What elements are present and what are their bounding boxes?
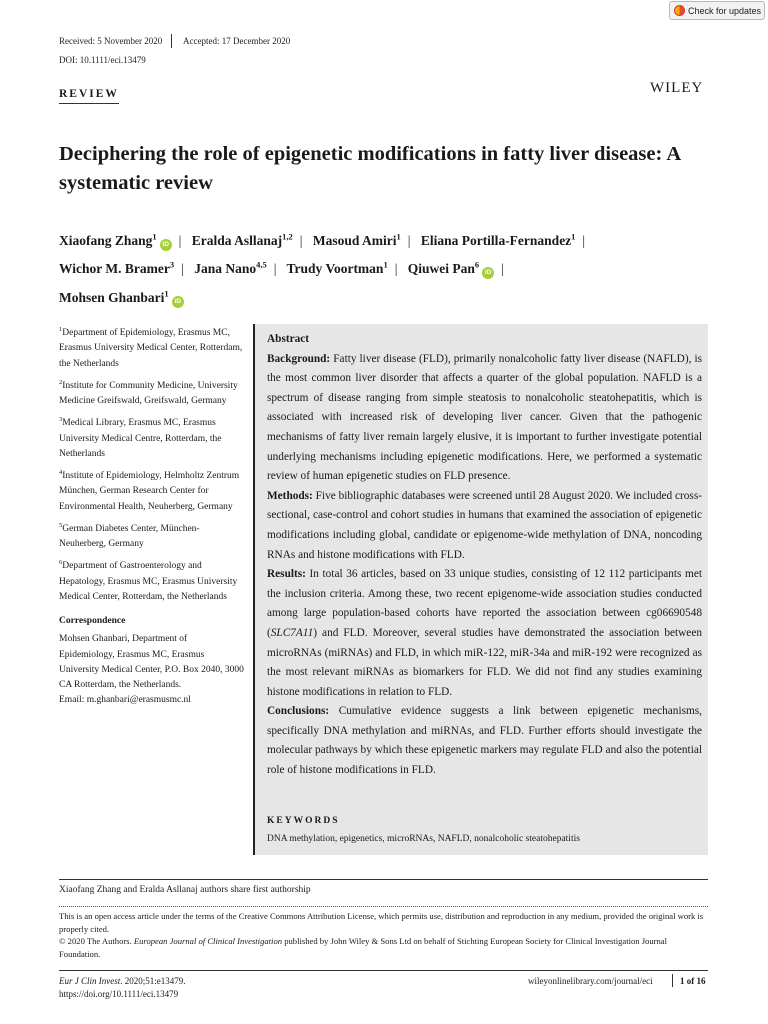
orcid-icon[interactable]: iD <box>482 267 494 279</box>
citation: Eur J Clin Invest. 2020;51:e13479. <box>59 976 186 986</box>
orcid-icon[interactable]: iD <box>172 296 184 308</box>
author[interactable]: Mohsen Ghanbari$^1$iD <box>59 290 184 305</box>
affiliation: $^4$Institute of Epidemiology, Helmholtz Zentrum München, German Research Center for Environmental Health, Neuherberg, Germany <box>59 469 240 512</box>
page-number: 1 of 16 <box>680 976 706 986</box>
author[interactable]: Trudy Voortman$^1$ <box>286 259 388 276</box>
abstract <box>267 330 702 781</box>
keywords-title: KEYWORDS <box>267 816 340 826</box>
affiliation: $^6$Department of Gastroenterology and Hepatology, Erasmus MC, Erasmus University Medical Center, Rotterdam, the Netherlands <box>59 559 238 602</box>
abstract-title: Abstract <box>267 333 310 345</box>
affiliation: $^1$Department of Epidemiology, Erasmus MC, Erasmus University Medical Center, Rotterdam, the Netherlands <box>59 326 243 369</box>
license-divider <box>59 906 708 907</box>
author[interactable]: Eliana Portilla-Fernandez$^1$ <box>420 231 576 248</box>
license-note: This is an open access article under the terms of the Creative Commons Attribution License, which permits use, distribution and reproduction in any medium, provided the original work is properly cited. © 2020 The Authors. European Journal of Clinical Investigation published by John Wiley & Sons Ltd on behalf of Stichting European Society for Clinical Investigation Journal Foundation. <box>59 911 704 959</box>
keywords: DNA methylation, epigenetics, microRNAs, NAFLD, nonalcoholic steatohepatitis <box>267 834 580 844</box>
check-for-updates-label: Check for updates <box>688 5 762 16</box>
footer-divider <box>672 974 673 987</box>
footer-rule <box>59 970 708 971</box>
received-date: Received: 5 November 2020 <box>59 36 163 46</box>
affiliations <box>59 322 244 711</box>
crossmark-icon <box>674 5 685 16</box>
abstract-methods: Methods: Five bibliographic databases were screened until 28 August 2020. We included cross-sectional, case-control and cohort studies in humans that examined the association of epigenetic modifications including global, candidate or epigenome-wide methylation of DNA, noncoding RNAs and histone modifications with FLD. <box>267 489 702 561</box>
doi: DOI: 10.1111/eci.13479 <box>59 55 146 65</box>
orcid-icon[interactable]: iD <box>160 239 172 251</box>
journal-site-link[interactable]: wileyonlinelibrary.com/journal/eci <box>528 976 653 986</box>
author-list: Xiaofang Zhang$^1$iD | Eralda Asllanaj$^{1,2}$ | Masoud Amiri$^1$ | Eliana Portilla-Fernandez$^1$ | Wichor M. Bramer$^3$ | Jana Nano$^{4,5}$ | Trudy Voortman$^1$ | Qiuwei Pan$^6$iD | Mohsen Ghanbari$^1$iD <box>59 224 719 310</box>
author[interactable]: Jana Nano$^{4,5}$ <box>194 259 267 276</box>
abstract-results: Results: In total 36 articles, based on 33 unique studies, consisting of 12 112 participants met the inclusion criteria. Among these, two recent epigenome-wide association studies conducted among large population-based cohorts have reported the association between cg06690548 (SLC7A11) and FLD. Moreover, several studies have demonstrated the association between microRNAs (miRNAs) and FLD, in which miR-122, miR-34a and miR-192 were recognized as the most relevant miRNAs as biomarkers for FLD. We did not find any studies examining histone modifications in relation to FLD. <box>267 568 702 698</box>
author[interactable]: Wichor M. Bramer$^3$ <box>59 259 175 276</box>
header-divider <box>171 34 172 48</box>
author[interactable]: Xiaofang Zhang$^1$iD <box>59 233 172 248</box>
correspondence-text: Mohsen Ghanbari, Department of Epidemiology, Erasmus MC, Erasmus University Medical Center, P.O. Box 2040, 3000 CA Rotterdam, the Netherlands. Email: m.ghanbari@erasmusmc.nl <box>59 634 244 706</box>
affiliation: $^5$German Diabetes Center, München-Neuherberg, Germany <box>59 521 200 550</box>
publisher-logo: WILEY <box>650 80 704 96</box>
author[interactable]: Masoud Amiri$^1$ <box>312 231 401 248</box>
abstract-conclusions: Conclusions: Cumulative evidence suggests a link between epigenetic mechanisms, specifically DNA methylation and miRNAs, and FLD. Further efforts should investigate the molecular pathways by which these epigenetic markers may regulate FLD and also the potential role of histone modifications in FLD. <box>267 705 702 777</box>
section-label: REVIEW <box>59 88 119 100</box>
affiliation: $^3$Medical Library, Erasmus MC, Erasmus University Medical Centre, Rotterdam, the Netherlands <box>59 416 222 459</box>
affiliation: $^2$Institute for Community Medicine, University Medicine Greifswald, Greifswald, Germany <box>59 378 238 407</box>
correspondence-title: Correspondence <box>59 616 126 627</box>
accepted-date: Accepted: 17 December 2020 <box>183 36 291 46</box>
footnote-rule <box>59 879 708 880</box>
correspondence-email[interactable]: Email: m.ghanbari@erasmusmc.nl <box>59 695 191 706</box>
article-title: Deciphering the role of epigenetic modifications in fatty liver disease: A systematic review <box>59 143 680 194</box>
check-for-updates-button[interactable] <box>669 1 765 20</box>
shared-authorship-note: Xiaofang Zhang and Eralda Asllanaj authors share first authorship <box>59 885 311 895</box>
abstract-background: Background: Fatty liver disease (FLD), primarily nonalcoholic fatty liver disease (NAFLD), is the most common liver disorder that affects a quarter of the global population. NAFLD is a spectrum of disease ranging from simple steatosis to nonalcoholic steatohepatitis, which is associated with increased risk of developing liver cancer. Given that the pathogenic mechanisms of fatty liver remain largely elusive, it is important to further investigate potential underlying mechanisms including epigenetic modifications. Here, we performed a systematic review of human epigenetic studies on FLD presence. <box>267 352 702 483</box>
author[interactable]: Eralda Asllanaj$^{1,2}$ <box>191 231 293 248</box>
doi-link[interactable]: https://doi.org/10.1111/eci.13479 <box>59 989 179 999</box>
author[interactable]: Qiuwei Pan$^6$iD <box>408 261 494 276</box>
section-underline <box>59 103 119 104</box>
